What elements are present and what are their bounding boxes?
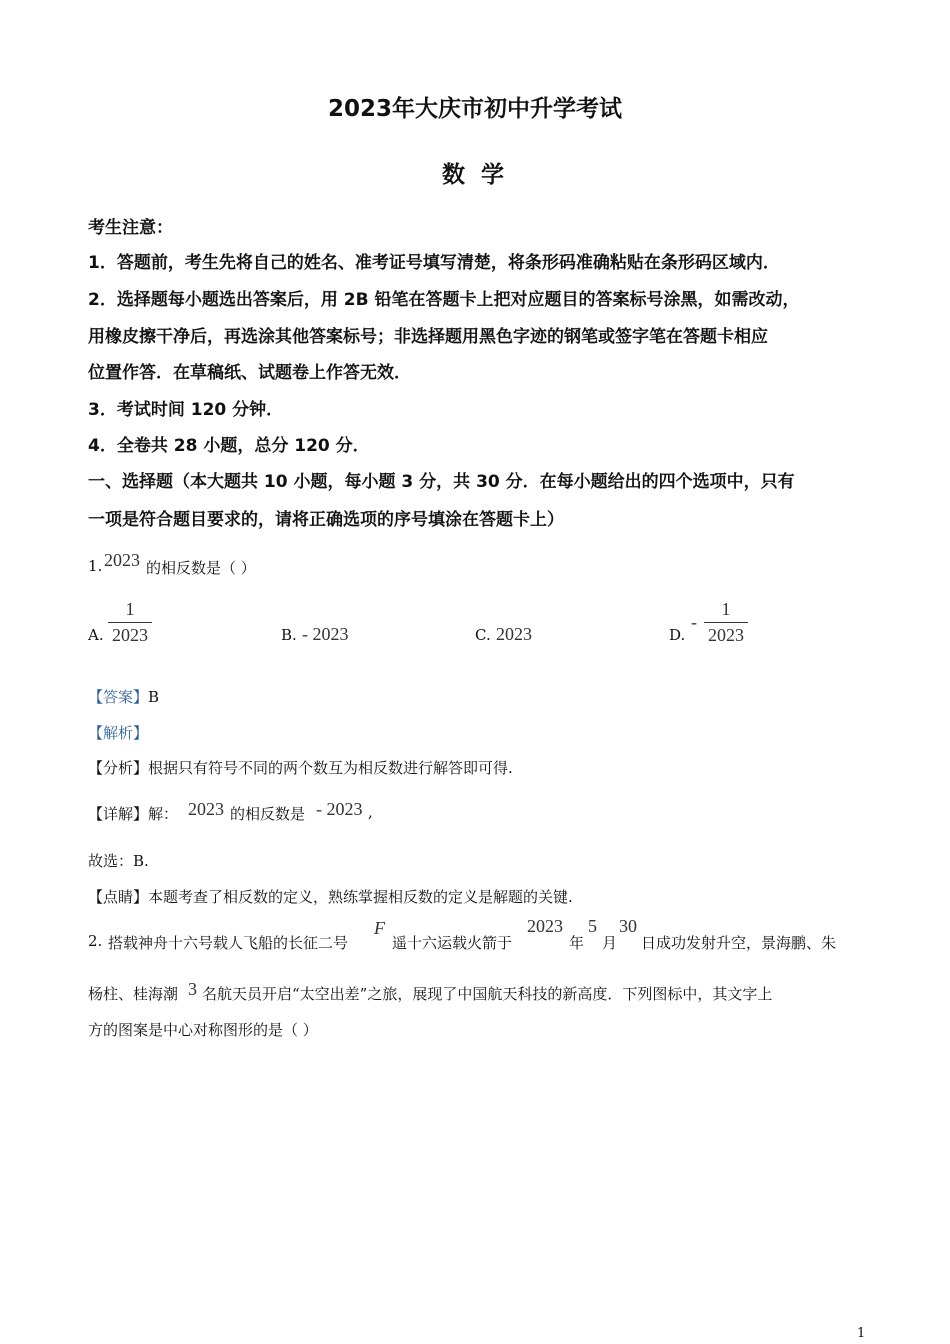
fenxi-tag: 【分析】 bbox=[88, 759, 149, 777]
q1-option-d-sign: - bbox=[691, 612, 697, 632]
q1-option-c-label: C. bbox=[475, 626, 491, 644]
q1-stem: 的相反数是（ ） bbox=[146, 559, 256, 577]
q2-math-year: 2023 bbox=[527, 916, 563, 936]
q1-option-d-fraction bbox=[704, 598, 748, 647]
q1-choose: 故选：B. bbox=[88, 852, 149, 870]
detail-prefix: 解： bbox=[148, 805, 179, 823]
q2-math-day: 30 bbox=[619, 916, 637, 936]
q2-text-year: 年 bbox=[569, 934, 585, 952]
notice-item-2-line3: 位置作答．在草稿纸、试题卷上作答无效． bbox=[88, 363, 411, 383]
dianjing-tag: 【点睛】 bbox=[88, 888, 149, 906]
q2-text-1: 搭载神舟十六号载人飞船的长征二号 bbox=[108, 934, 349, 952]
q1-option-d-numerator: 1 bbox=[721, 599, 731, 619]
q1-option-b-label: B. bbox=[281, 626, 297, 644]
q1-fenxi bbox=[88, 757, 513, 778]
answer-value: B bbox=[148, 688, 160, 706]
notice-heading: 考生注意： bbox=[88, 218, 173, 238]
q1-detail-tag bbox=[88, 803, 178, 824]
answer-tag: 【答案】 bbox=[88, 688, 149, 706]
q1-detail-end: , bbox=[368, 803, 373, 821]
q1-option-c-value: 2023 bbox=[496, 624, 532, 644]
q2-text-6: 方的图案是中心对称图形的是（ ） bbox=[88, 1021, 318, 1039]
notice-item-2-line1: 2．选择题每小题选出答案后，用 2B 铅笔在答题卡上把对应题目的答案标号涂黑，如需改动， bbox=[88, 290, 800, 310]
section-heading-line1: 一、选择题（本大题共 10 小题，每小题 3 分，共 30 分．在每小题给出的四个选项中，只有 bbox=[88, 472, 795, 492]
q2-math-three: 3 bbox=[188, 979, 197, 999]
subject-title: 数 学 bbox=[441, 162, 508, 188]
q2-math-month: 5 bbox=[588, 916, 597, 936]
dianjing-text: 本题考查了相反数的定义，熟练掌握相反数的定义是解题的关键. bbox=[148, 888, 573, 906]
q1-detail-math1: 2023 bbox=[188, 799, 224, 819]
q1-number: 1. bbox=[88, 557, 103, 575]
exam-title: 2023年大庆市初中升学考试 bbox=[327, 96, 622, 122]
q2-text-3: 日成功发射升空，景海鹏、朱 bbox=[641, 934, 837, 952]
q1-option-a-numerator: 1 bbox=[125, 599, 135, 619]
q2-number: 2. bbox=[88, 932, 103, 950]
q1-option-a-fraction bbox=[108, 598, 152, 647]
q1-dianjing bbox=[88, 886, 573, 907]
q1-option-b-value: - 2023 bbox=[302, 624, 349, 644]
detail-tag: 【详解】 bbox=[88, 805, 149, 823]
notice-item-1: 1．答题前，考生先将自己的姓名、准考证号填写清楚，将条形码准确粘贴在条形码区域内． bbox=[88, 253, 780, 273]
q1-detail-mid: 的相反数是 bbox=[230, 805, 306, 823]
notice-item-4: 4．全卷共 28 小题，总分 120 分． bbox=[88, 436, 370, 456]
section-heading-line2: 一项是符合题目要求的，请将正确选项的序号填涂在答题卡上） bbox=[88, 510, 564, 530]
notice-item-2-line2: 用橡皮擦干净后，再选涂其他答案标号；非选择题用黑色字迹的钢笔或签字笔在答题卡相应 bbox=[88, 327, 768, 347]
q1-analysis-tag: 【解析】 bbox=[88, 724, 149, 742]
q1-detail-math2: - 2023 bbox=[316, 799, 363, 819]
q2-math-f: F bbox=[374, 918, 385, 938]
q1-option-a-denominator: 2023 bbox=[112, 625, 148, 645]
q2-text-2: 遥十六运载火箭于 bbox=[392, 934, 513, 952]
fenxi-text: 根据只有符号不同的两个数互为相反数进行解答即可得. bbox=[148, 759, 513, 777]
q2-text-4: 杨柱、桂海潮 bbox=[88, 985, 179, 1003]
q2-text-5: 名航天员开启“太空出差”之旅，展现了中国航天科技的新高度．下列图标中，其文字上 bbox=[202, 985, 773, 1003]
q1-answer bbox=[88, 686, 159, 707]
q2-text-month: 月 bbox=[602, 934, 618, 952]
q1-option-d-label: D. bbox=[669, 626, 686, 644]
q1-math: 2023 bbox=[104, 550, 140, 570]
page-number: 1 bbox=[857, 1326, 866, 1341]
q1-option-a-label: A. bbox=[88, 626, 104, 644]
q1-option-d-denominator: 2023 bbox=[708, 625, 744, 645]
notice-item-3: 3．考试时间 120 分钟． bbox=[88, 400, 284, 420]
